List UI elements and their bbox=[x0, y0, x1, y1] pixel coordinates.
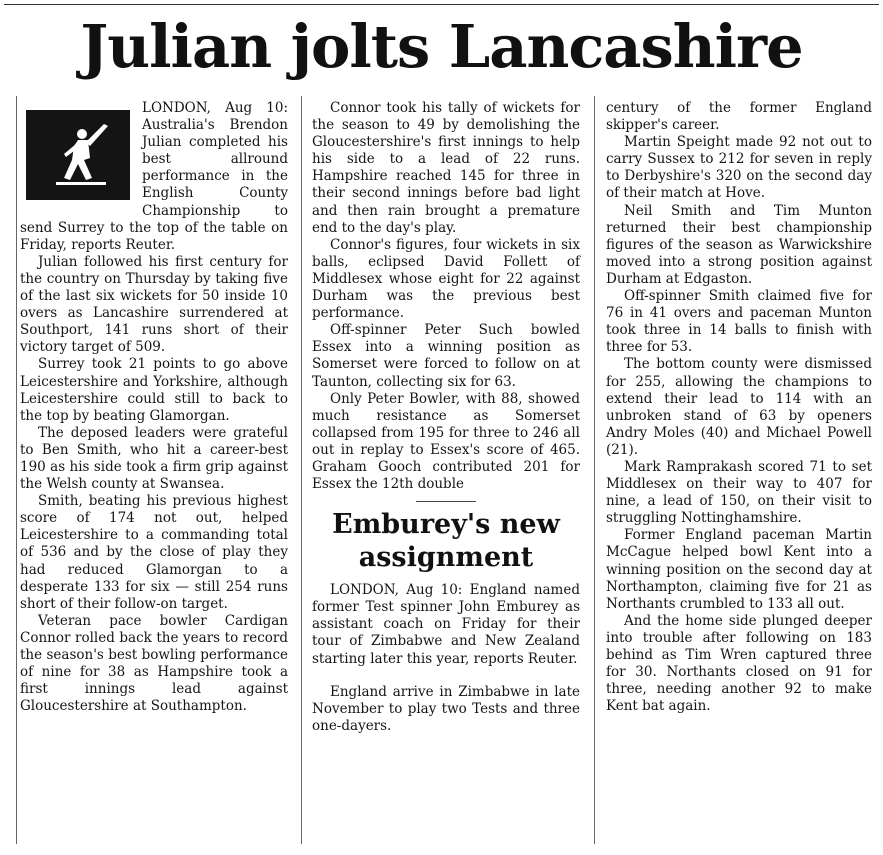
cricket-batsman-icon bbox=[22, 106, 134, 204]
paragraph: Off-spinner Smith claimed five for 76 in 41 overs and paceman Munton took three in 14 balls to finish with three for 53. bbox=[606, 288, 872, 356]
paragraph: Connor's figures, four wickets in six balls, eclipsed David Follett of Middlesex whose eight for 22 against Durham was the previous best performance. bbox=[312, 236, 580, 322]
paragraph: Neil Smith and Tim Munton returned their best championship figures of the season as Warwickshire moved into a strong position against Durham at Edgaston. bbox=[606, 202, 872, 287]
paragraph: Off-spinner Peter Such bowled Essex into a winning position as Somerset were forced to follow on at Taunton, collecting six for 63. bbox=[312, 322, 580, 390]
section-divider bbox=[416, 501, 476, 502]
paragraph: Martin Speight made 92 not out to carry Sussex to 212 for seven in reply to Derbyshire's 320 on the second day of their match at Hove. bbox=[606, 134, 872, 202]
headline: Julian jolts Lancashire bbox=[80, 12, 803, 81]
column-2 bbox=[312, 100, 580, 735]
column-rule-left bbox=[16, 96, 17, 844]
paragraph: Former England paceman Martin McCague helped bowl Kent into a winning position on the second day at Northampton, claiming five for 21 as Northants crumbled to 133 all out. bbox=[606, 527, 872, 612]
paragraph: century of the former England skipper's career. bbox=[606, 100, 872, 134]
paragraph: LONDON, Aug 10: England named former Test spinner John Emburey as assistant coach on Friday for their tour of Zimbabwe and New Zealand starting later this year, reports Reuter. bbox=[312, 582, 580, 667]
paragraph: Mark Ramprakash scored 71 to set Middlesex on their way to 407 for nine, a lead of 150, on their visit to struggling Nottinghamshire. bbox=[606, 458, 872, 527]
column-1 bbox=[20, 100, 288, 715]
paragraph: Surrey took 21 points to go above Leicestershire and Yorkshire, although Leicestershire could still to back to the top by beating Glamorgan. bbox=[20, 356, 288, 424]
paragraph: Smith, beating his previous highest score of 174 not out, helped Leicestershire to a commanding total of 536 and by the close of play they had reduced Glamorgan to a desperate 133 for six — still 254 runs short of their follow-on target. bbox=[20, 493, 288, 612]
paragraph: The deposed leaders were grateful to Ben Smith, who hit a career-best 190 as his side took a firm grip against the Welsh county at Swansea. bbox=[20, 424, 288, 493]
paragraph: The bottom county were dismissed for 255, allowing the champions to extend their lead to 114 with an unbroken stand of 63 by openers Andry Moles (40) and Michael Powell (21). bbox=[606, 356, 872, 458]
column-rule-1 bbox=[301, 96, 302, 844]
paragraph: And the home side plunged deeper into trouble after following on 183 behind as Tim Wren captured three for 30. Northants closed on 91 for three, needing another 92 to make Kent bat again. bbox=[606, 612, 872, 715]
paragraph: Only Peter Bowler, with 88, showed much resistance as Somerset collapsed from 195 for three to 246 all out in replay to Essex's score of 465. Graham Gooch contributed 201 for Essex the 12th double bbox=[312, 390, 580, 493]
paragraph: LONDON, Aug 10: Australia's Brendon Julian completed his best allround performance in the English County Championship to send Surrey to the top of the table on Friday, reports Reuter. bbox=[20, 100, 288, 253]
paragraph: Connor took his tally of wickets for the season to 49 by demolishing the Gloucestershire's first innings to help his side to a lead of 22 runs. Hampshire reached 145 for three in their second innings before bad light and then rain brought a premature end to the day's play. bbox=[312, 100, 580, 236]
paragraph: England arrive in Zimbabwe in late November to play two Tests and three one-dayers. bbox=[312, 683, 580, 734]
paragraph: Veteran pace bowler Cardigan Connor rolled back the years to record the season's best bowling performance of nine for 38 as Hampshire took a first innings lead against Gloucestershire at Southampton. bbox=[20, 612, 288, 715]
paragraph: Julian followed his first century for the country on Thursday by taking five of the last six wickets for 50 inside 10 overs as Lancashire surrendered at Southport, 141 runs short of their victory target of 509. bbox=[20, 253, 288, 356]
subheadline: Emburey's new assignment bbox=[332, 509, 560, 574]
column-3 bbox=[606, 100, 872, 715]
column-rule-2 bbox=[594, 96, 595, 844]
